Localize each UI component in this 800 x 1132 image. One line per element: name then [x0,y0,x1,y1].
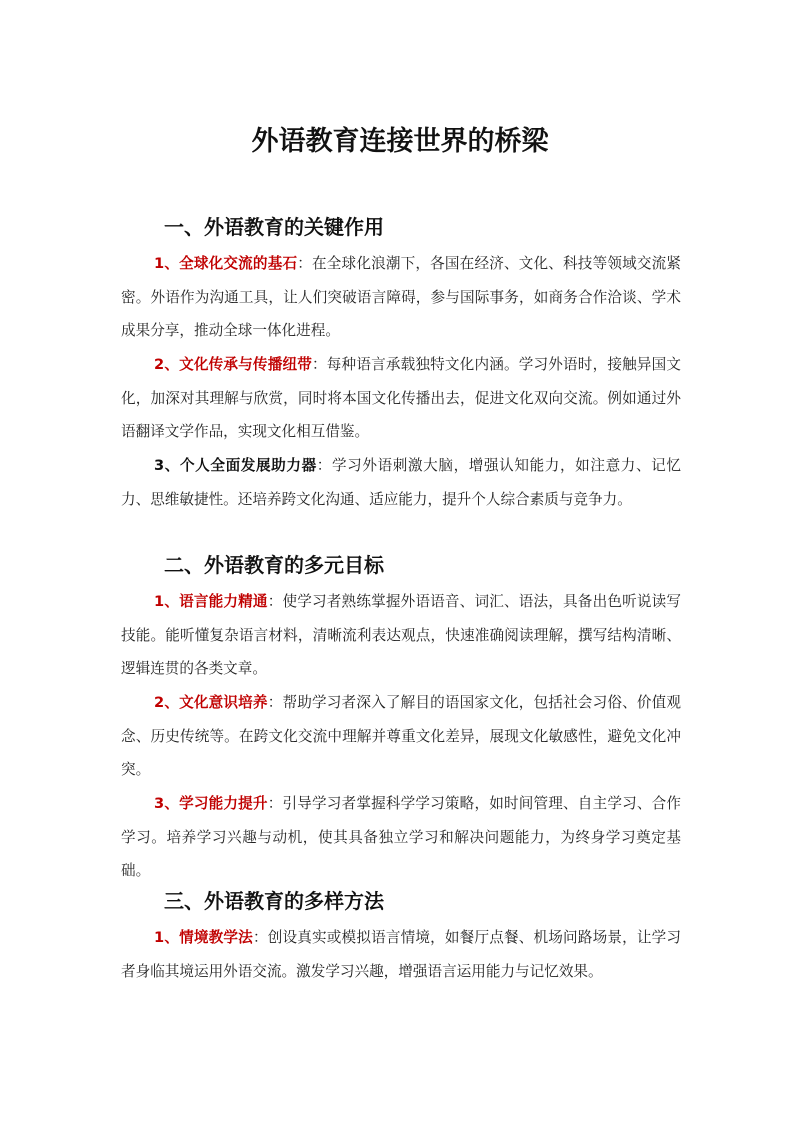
paragraph [121,585,681,686]
paragraph [121,449,681,516]
paragraph-lead: 2、文化意识培养 [154,694,268,711]
document-title: 外语教育连接世界的桥梁 [251,126,549,157]
paragraph-separator: ： [316,457,332,474]
paragraph-lead: 2、文化传承与传播纽带 [154,356,312,373]
paragraph [121,247,681,348]
paragraph [121,921,681,988]
paragraph-separator: ： [297,255,313,272]
paragraph-body: 帮助学习者深入了解目的语国家文化，包括社会习俗、价值观念、历史传统等。在跨文化交流中理解并尊重文化差异，展现文化敏感性，避免文化冲突。 [121,694,681,778]
section-heading: 二、外语教育的多元目标 [164,553,384,577]
paragraph-body: 每种语言承载独特文化内涵。学习外语时，接触异国文化，加深对其理解与欣赏，同时将本国文化传播出去，促进文化双向交流。例如通过外语翻译文学作品，实现文化相互借鉴。 [121,356,681,440]
paragraph-body: 引导学习者掌握科学学习策略，如时间管理、自主学习、合作学习。培养学习兴趣与动机，使其具备独立学习和解决问题能力，为终身学习奠定基础。 [121,795,681,879]
paragraph [121,686,681,787]
paragraph-body: 使学习者熟练掌握外语语音、词汇、语法，具备出色听说读写技能。能听懂复杂语言材料，清晰流利表达观点，快速准确阅读理解，撰写结构清晰、逻辑连贯的各类文章。 [121,593,681,677]
paragraph-separator: ： [267,795,283,812]
section-heading: 三、外语教育的多样方法 [164,889,384,913]
paragraph-separator: ： [312,356,327,373]
paragraph-lead: 3、学习能力提升 [154,795,268,812]
paragraph-lead: 1、情境教学法 [154,929,253,946]
paragraph-body: 在全球化浪潮下，各国在经济、文化、科技等领域交流紧密。外语作为沟通工具，让人们突破语言障碍，参与国际事务，如商务合作洽谈、学术成果分享，推动全球一体化进程。 [121,255,681,339]
paragraph-separator: ： [252,929,268,946]
paragraph [121,787,681,888]
paragraph-lead: 3、个人全面发展助力器 [154,457,317,474]
paragraph-body: 创设真实或模拟语言情境，如餐厅点餐、机场问路场景，让学习者身临其境运用外语交流。激发学习兴趣，增强语言运用能力与记忆效果。 [121,929,681,980]
paragraph [121,348,681,449]
section-heading: 一、外语教育的关键作用 [164,215,384,239]
paragraph-separator: ： [267,593,283,610]
paragraph-separator: ： [267,694,283,711]
paragraph-body: 学习外语刺激大脑，增强认知能力，如注意力、记忆力、思维敏捷性。还培养跨文化沟通、适应能力，提升个人综合素质与竞争力。 [121,457,681,508]
paragraph-lead: 1、语言能力精通 [154,593,268,610]
paragraph-lead: 1、全球化交流的基石 [154,255,298,272]
